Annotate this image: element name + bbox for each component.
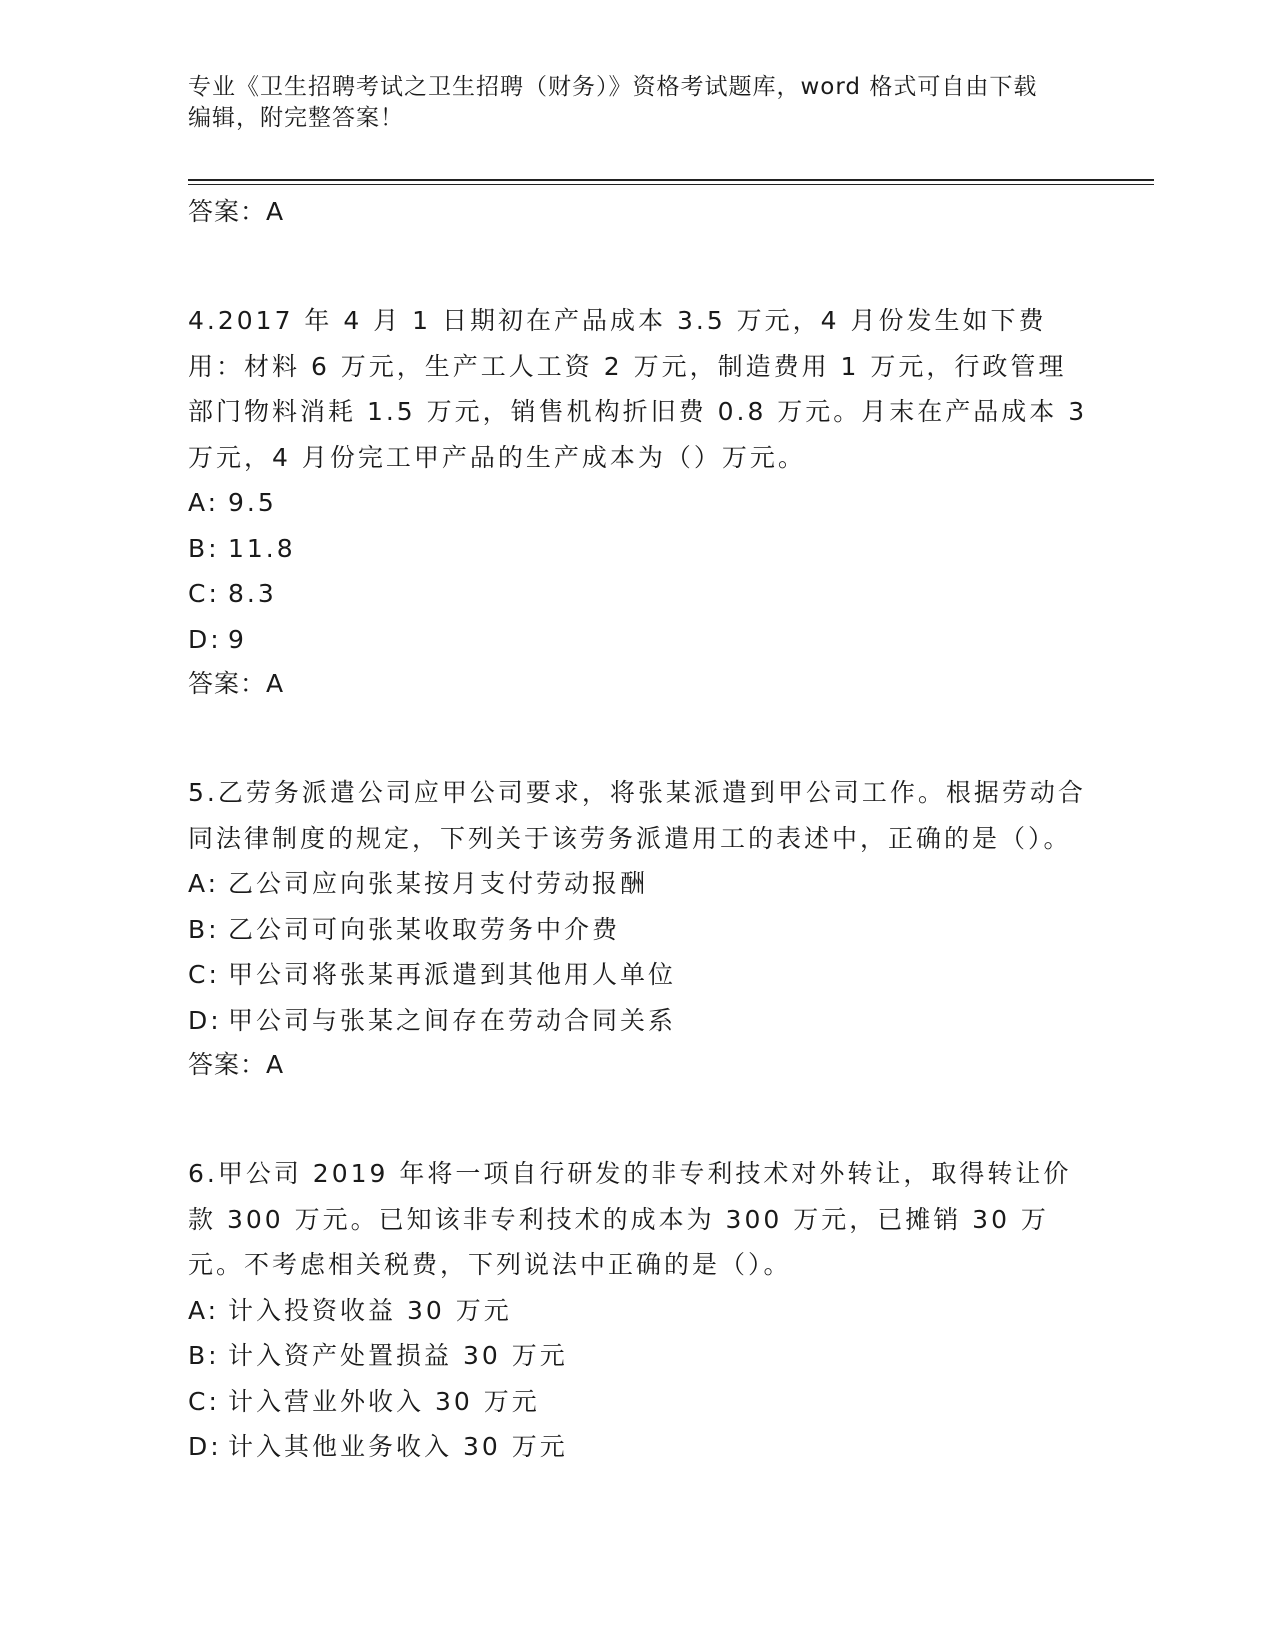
option-key: C: [188, 1386, 220, 1416]
header-line-2: 编辑，附完整答案！ [188, 105, 404, 131]
option-a [188, 861, 1088, 907]
header-rule-thin [188, 184, 1154, 185]
option-key: D: [188, 1432, 222, 1461]
header-line-1: 专业《卫生招聘考试之卫生招聘（财务）》资格考试题库，word 格式可自由下载 [188, 74, 1038, 100]
option-a [188, 1288, 1088, 1334]
spacer [188, 234, 1088, 298]
option-d [188, 998, 1088, 1044]
option-text: 计入营业外收入 30 万元 [228, 1386, 540, 1416]
option-key: A: [188, 869, 220, 898]
option-text: 9.5 [228, 488, 277, 517]
question-text: 5.乙劳务派遣公司应甲公司要求，将张某派遣到甲公司工作。根据劳动合同法律制度的规定，下列关于该劳务派遣用工的表述中，正确的是（）。 [188, 778, 1086, 853]
document-body [188, 190, 1088, 1470]
answer-label: 答案：A [188, 1050, 285, 1079]
question-block [188, 1151, 1088, 1470]
document-header [188, 72, 1088, 134]
option-text: 乙公司可向张某收取劳务中介费 [228, 914, 621, 944]
option-text: 计入其他业务收入 30 万元 [228, 1432, 568, 1461]
option-text: 计入投资收益 30 万元 [228, 1295, 512, 1325]
spacer [188, 1087, 1088, 1151]
option-d [188, 617, 1088, 663]
option-text: 甲公司将张某再派遣到其他用人单位 [228, 960, 677, 989]
question-block [188, 770, 1088, 1087]
option-key: C: [188, 960, 220, 989]
option-text: 8.3 [228, 579, 277, 608]
spacer [188, 706, 1088, 770]
question-block [188, 298, 1088, 706]
option-text: 计入资产处置损益 30 万元 [228, 1341, 568, 1370]
option-text: 11.8 [228, 533, 296, 563]
option-d [188, 1424, 1088, 1470]
header-rule-thick [188, 179, 1154, 181]
option-text: 甲公司与张某之间存在劳动合同关系 [228, 1005, 677, 1035]
option-key: A: [188, 1295, 220, 1325]
option-c [188, 1379, 1088, 1425]
option-b [188, 1333, 1088, 1379]
option-text: 乙公司应向张某按月支付劳动报酬 [228, 869, 649, 898]
option-b [188, 526, 1088, 572]
option-key: C: [188, 579, 220, 608]
option-key: B: [188, 914, 220, 944]
answer-label: 答案：A [188, 197, 285, 226]
option-key: B: [188, 533, 220, 563]
option-c [188, 952, 1088, 998]
option-text: 9 [228, 624, 247, 654]
option-a [188, 480, 1088, 526]
option-c [188, 571, 1088, 617]
question-text: 6.甲公司 2019 年将一项自行研发的非专利技术对外转让，取得转让价款 300 万元。已知该非专利技术的成本为 300 万元，已摊销 30 万元。不考虑相关税费，下列说法中正确的是（）。 [188, 1159, 1072, 1279]
option-key: D: [188, 624, 222, 654]
option-key: A: [188, 488, 220, 517]
option-key: D: [188, 1005, 222, 1035]
option-b [188, 907, 1088, 953]
option-key: B: [188, 1341, 220, 1370]
question-text: 4.2017 年 4 月 1 日期初在产品成本 3.5 万元，4 月份发生如下费用：材料 6 万元，生产工人工资 2 万元，制造费用 1 万元，行政管理部门物料消耗 1.5 万元，销售机构折旧费 0.8 万元。月末在产品成本 3 万元，4 月份完工甲产品的生产成本为（）万元。 [188, 306, 1088, 472]
answer-label: 答案：A [188, 669, 285, 698]
